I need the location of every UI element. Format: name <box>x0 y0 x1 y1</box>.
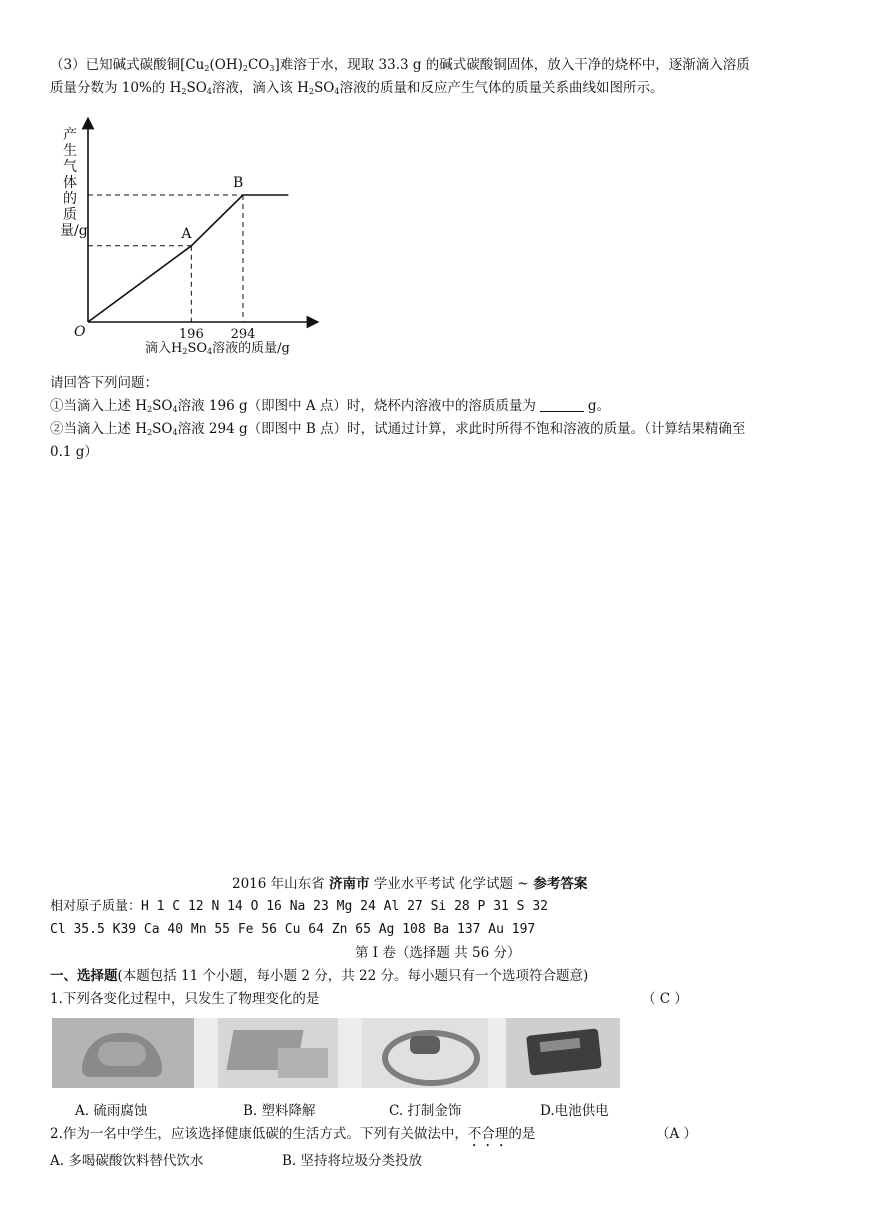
sub-question-2-cont: 0.1 g） <box>50 444 98 460</box>
q1-answer: （ C ） <box>642 991 688 1007</box>
curve-segment-1 <box>191 195 243 246</box>
answer-blank[interactable] <box>540 397 584 412</box>
q2-option-a: A. 多喝碳酸饮料替代饮水 <box>50 1153 204 1169</box>
sub-question-2: ②当滴入上述 $H_2SO_4$溶液 294 g（即图中 B 点）时，试通过计算，求此时所得不饱和溶液的质量。（计算结果精确至 <box>50 421 746 437</box>
photo-acid-rain <box>52 1018 194 1088</box>
point-label-B: B <box>233 175 244 191</box>
atomic-masses-line1: 相对原子质量：H 1 C 12 N 14 O 16 Na 23 Mg 24 Al 27 Si 28 P 31 S 32 <box>50 899 548 914</box>
atomic-masses-line2: Cl 35.5 K39 Ca 40 Mn 55 Fe 56 Cu 64 Zn 65 Ag 108 Ba 137 Au 197 <box>50 922 536 937</box>
photo-battery <box>506 1018 620 1088</box>
origin-label: O <box>74 324 86 340</box>
q1-option-d: D.电池供电 <box>540 1103 609 1119</box>
answers-title: 2016 年山东省 济南市 学业水平考试 化学试题 ~ 参考答案 <box>232 876 588 892</box>
q1-option-b: B. 塑料降解 <box>243 1103 316 1119</box>
chart-x-axis-label: 滴入$H_2SO_4$溶液的质量/g <box>145 341 290 356</box>
q3-text-line2: 质量分数为 10%的 $H_2SO_4$溶液，滴入该 $H_2SO_4$溶液的质量和反应产生气体的质量关系曲线如图所示。 <box>50 80 664 96</box>
gas-mass-chart <box>55 115 325 365</box>
part1-heading: 一、选择题(本题包括 11 个小题，每小题 2 分，共 22 分。每小题只有一个选项符合题意) <box>50 968 589 984</box>
point-label-A: A <box>181 225 192 242</box>
q1-option-c: C. 打制金饰 <box>389 1103 462 1119</box>
x-tick-196: 196 <box>178 327 204 342</box>
q2-text: 2.作为一名中学生，应该选择健康低碳的生活方式。下列有关做法中，不合理的是 <box>50 1126 536 1142</box>
photo-plastic <box>218 1018 338 1088</box>
q3-text-line1: （3）已知碱式碳酸铜$[Cu_2(OH)_2CO_3]$难溶于水，现取 33.3 g 的碱式碳酸铜固体，放入干净的烧杯中，逐渐滴入溶质 <box>50 57 750 73</box>
sub-question-1: ①当滴入上述 $H_2SO_4$溶液 196 g（即图中 A 点）时，烧杯内溶液中的溶质质量为 g。 <box>50 398 611 414</box>
q1-text: 1.下列各变化过程中，只发生了物理变化的是 <box>50 991 320 1007</box>
q1-option-a: A. 硫雨腐蚀 <box>75 1103 148 1119</box>
answer-prompt: 请回答下列问题： <box>50 375 158 391</box>
curve-segment-0 <box>88 246 191 322</box>
q2-answer: （A ） <box>656 1126 698 1142</box>
x-tick-294: 294 <box>230 327 256 342</box>
chart-y-axis-label: 产生气体的质量/g <box>60 127 88 239</box>
q2-option-b: B. 坚持将垃圾分类投放 <box>282 1153 423 1169</box>
section-title: 第 I 卷（选择题 共 56 分） <box>355 945 521 961</box>
photo-gold-jewelry <box>362 1018 488 1088</box>
q1-photo-strip <box>52 1018 620 1088</box>
